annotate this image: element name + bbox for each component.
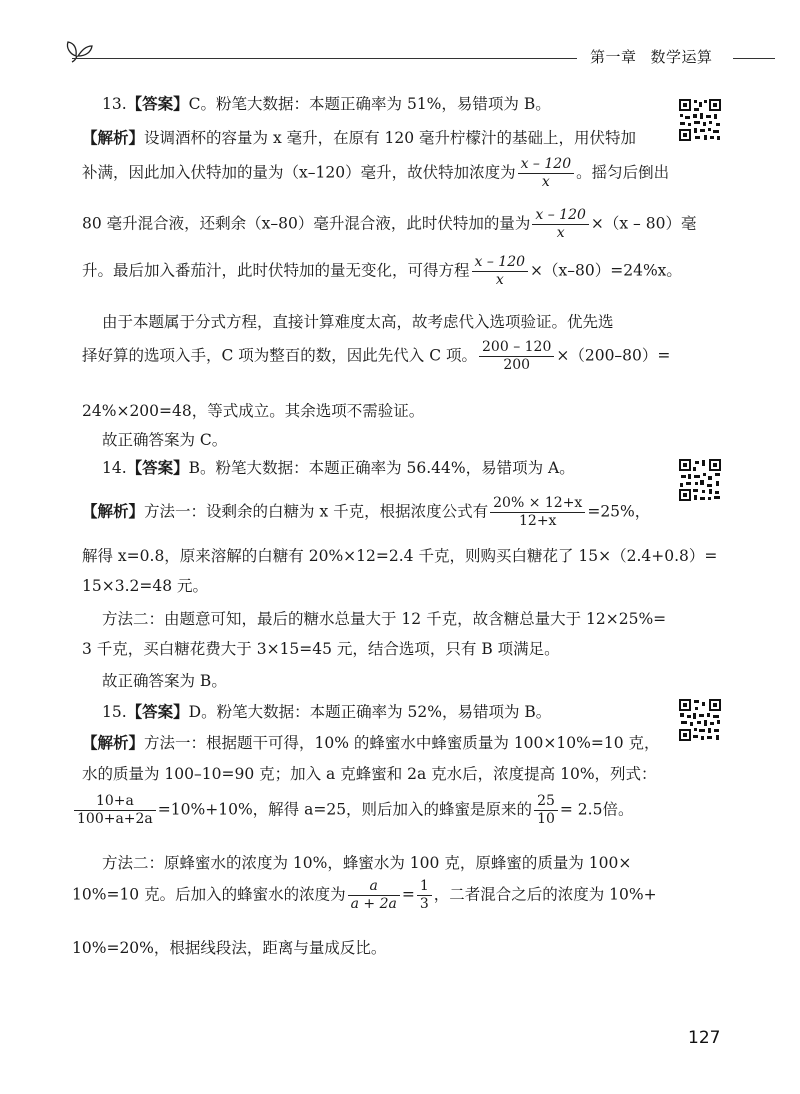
q13-text: ×（x – 80）毫: [590, 214, 697, 233]
fraction-numerator: x – 120: [472, 254, 529, 272]
q14-analysis-line-2: [82, 544, 717, 566]
q15-analysis-line-6: [72, 936, 386, 958]
q13-text: ×（200–80）=: [556, 346, 671, 365]
header-rule-tail: [733, 58, 775, 59]
fraction: [417, 878, 432, 913]
chapter-number: 第一章: [590, 48, 637, 66]
q15-analysis-line-3: [72, 793, 633, 828]
q13-analysis-tag: 【解析】: [82, 129, 145, 147]
fraction: [532, 207, 589, 242]
q13-analysis-line-4: [82, 254, 682, 289]
fraction: [490, 495, 585, 530]
q14-answer-text: B。粉笔大数据：本题正确率为 56.44%，易错项为 A。: [188, 459, 575, 477]
q15-text: ，二者混合之后的浓度为 10%+: [433, 885, 657, 904]
q14-analysis-tag: 【解析】: [82, 502, 145, 521]
q15-text: 10%=10 克。后加入的蜂蜜水的浓度为: [72, 885, 346, 904]
q13-analysis-line-2: [82, 156, 669, 191]
q14-number: 14.: [102, 459, 127, 477]
fraction: [479, 339, 554, 374]
q15-analysis-line-4: [102, 851, 631, 873]
page-number: 127: [688, 1028, 721, 1048]
q13-analysis-line-6: [82, 339, 670, 374]
chapter-header: [590, 46, 713, 67]
q13-text: 择好算的选项入手，C 项为整百的数，因此先代入 C 项。: [82, 346, 478, 365]
qr-code-icon[interactable]: [678, 458, 722, 502]
q13-text: 80 毫升混合液，还剩余（x–80）毫升混合液，此时伏特加的量为: [82, 214, 531, 233]
q14-analysis-line-1: [82, 495, 650, 530]
q15-answer-tag: 【答案】: [126, 703, 189, 721]
q13-analysis-line-3: [82, 207, 696, 242]
q14-answer-tag: 【答案】: [126, 459, 189, 477]
fraction-denominator: 10: [537, 811, 555, 827]
q15-analysis-line-5: [72, 878, 657, 913]
q13-conclusion: [102, 428, 227, 450]
fraction-denominator: a + 2a: [350, 896, 397, 912]
q15-answer-line: [102, 700, 551, 722]
q13-text: 。摇匀后倒出: [576, 163, 670, 182]
q15-text: 10%=20%，根据线段法，距离与量成反比。: [72, 939, 387, 957]
fraction-denominator: x: [541, 174, 550, 190]
fraction-denominator: 200: [503, 357, 531, 373]
q15-text: 水的质量为 100–10=90 克；加入 a 克蜂蜜和 2a 克水后，浓度提高 10%，列式：: [82, 765, 657, 783]
q13-analysis-line-7: [82, 399, 424, 421]
q14-text: 15×3.2=48 元。: [82, 577, 208, 595]
q15-text: 方法一：根据题干可得，10% 的蜂蜜水中蜂蜜质量为 100×10%=10 克，: [144, 734, 660, 752]
q13-text: 升。最后加入番茄汁，此时伏特加的量无变化，可得方程: [82, 261, 470, 280]
q15-text: = 2.5倍。: [559, 800, 634, 819]
q15-analysis-line-1: [82, 731, 659, 753]
fraction-denominator: 100+a+2a: [77, 811, 153, 827]
fraction-numerator: 1: [417, 878, 432, 896]
q13-analysis-line-5: [102, 310, 614, 332]
q13-analysis-text-1: 设调酒杯的容量为 x 毫升，在原有 120 毫升柠檬汁的基础上，用伏特加: [144, 129, 637, 147]
q14-analysis-line-4: [102, 607, 666, 629]
q15-text: =: [401, 885, 415, 904]
fraction: [348, 878, 400, 913]
q15-text: =10%+10%，解得 a=25，则后加入的蜂蜜是原来的: [157, 800, 533, 819]
fraction-numerator: 200 – 120: [479, 339, 554, 357]
q13-text: ×（x–80）=24%x。: [530, 261, 682, 280]
fraction: [534, 793, 558, 828]
qr-code-icon[interactable]: [678, 98, 722, 142]
fraction-denominator: 3: [419, 896, 429, 912]
qr-code-icon[interactable]: [678, 698, 722, 742]
q14-conclusion: [102, 669, 227, 691]
q14-text: 方法一：设剩余的白糖为 x 千克，根据浓度公式有: [144, 502, 489, 521]
q14-text: =25%，: [587, 502, 651, 521]
fraction-numerator: 20% × 12+x: [490, 495, 585, 513]
fraction-denominator: x: [556, 225, 565, 241]
q13-text: 24%×200=48，等式成立。其余选项不需验证。: [82, 402, 425, 420]
fraction-numerator: a: [348, 878, 400, 896]
q14-text: 故正确答案为 B。: [102, 672, 227, 690]
fraction-numerator: 10+a: [74, 793, 156, 811]
fraction: [518, 156, 575, 191]
q15-analysis-tag: 【解析】: [82, 734, 145, 752]
fraction-numerator: x – 120: [532, 207, 589, 225]
fraction-numerator: 25: [534, 793, 558, 811]
q14-text: 方法二：由题意可知，最后的糖水总量大于 12 千克，故含糖总量大于 12×25%=: [102, 610, 667, 628]
q14-analysis-line-3: [82, 574, 208, 596]
q13-analysis-line-1: [82, 126, 636, 148]
q13-answer-tag: 【答案】: [126, 95, 189, 113]
q13-number: 13.: [102, 95, 127, 113]
chapter-title: 数学运算: [650, 48, 713, 66]
q13-text: 由于本题属于分式方程，直接计算难度太高，故考虑代入选项验证。优先选: [102, 313, 614, 331]
fraction: [74, 793, 156, 828]
leaf-icon: [62, 34, 96, 64]
q15-number: 15.: [102, 703, 127, 721]
q15-analysis-line-2: [82, 762, 657, 784]
fraction: [472, 254, 529, 289]
fraction-denominator: x: [495, 272, 504, 288]
q14-text: 解得 x=0.8，原来溶解的白糖有 20%×12=2.4 千克，则购买白糖花了 15×（2.4+0.8）=: [82, 547, 718, 565]
q15-text: 方法二：原蜂蜜水的浓度为 10%，蜂蜜水为 100 克，原蜂蜜的质量为 100×: [102, 854, 632, 872]
q13-text: 补满，因此加入伏特加的量为（x–120）毫升，故伏特加浓度为: [82, 163, 516, 182]
q14-analysis-line-5: [82, 637, 560, 659]
q14-text: 3 千克，买白糖花费大于 3×15=45 元，结合选项，只有 B 项满足。: [82, 640, 560, 658]
q13-answer-text: C。粉笔大数据：本题正确率为 51%，易错项为 B。: [188, 95, 551, 113]
header-rule: [72, 58, 577, 59]
q14-answer-line: [102, 456, 575, 478]
fraction-numerator: x – 120: [518, 156, 575, 174]
q15-answer-text: D。粉笔大数据：本题正确率为 52%，易错项为 B。: [188, 703, 552, 721]
q13-text: 故正确答案为 C。: [102, 431, 228, 449]
q13-answer-line: [102, 92, 551, 114]
fraction-denominator: 12+x: [519, 513, 557, 529]
